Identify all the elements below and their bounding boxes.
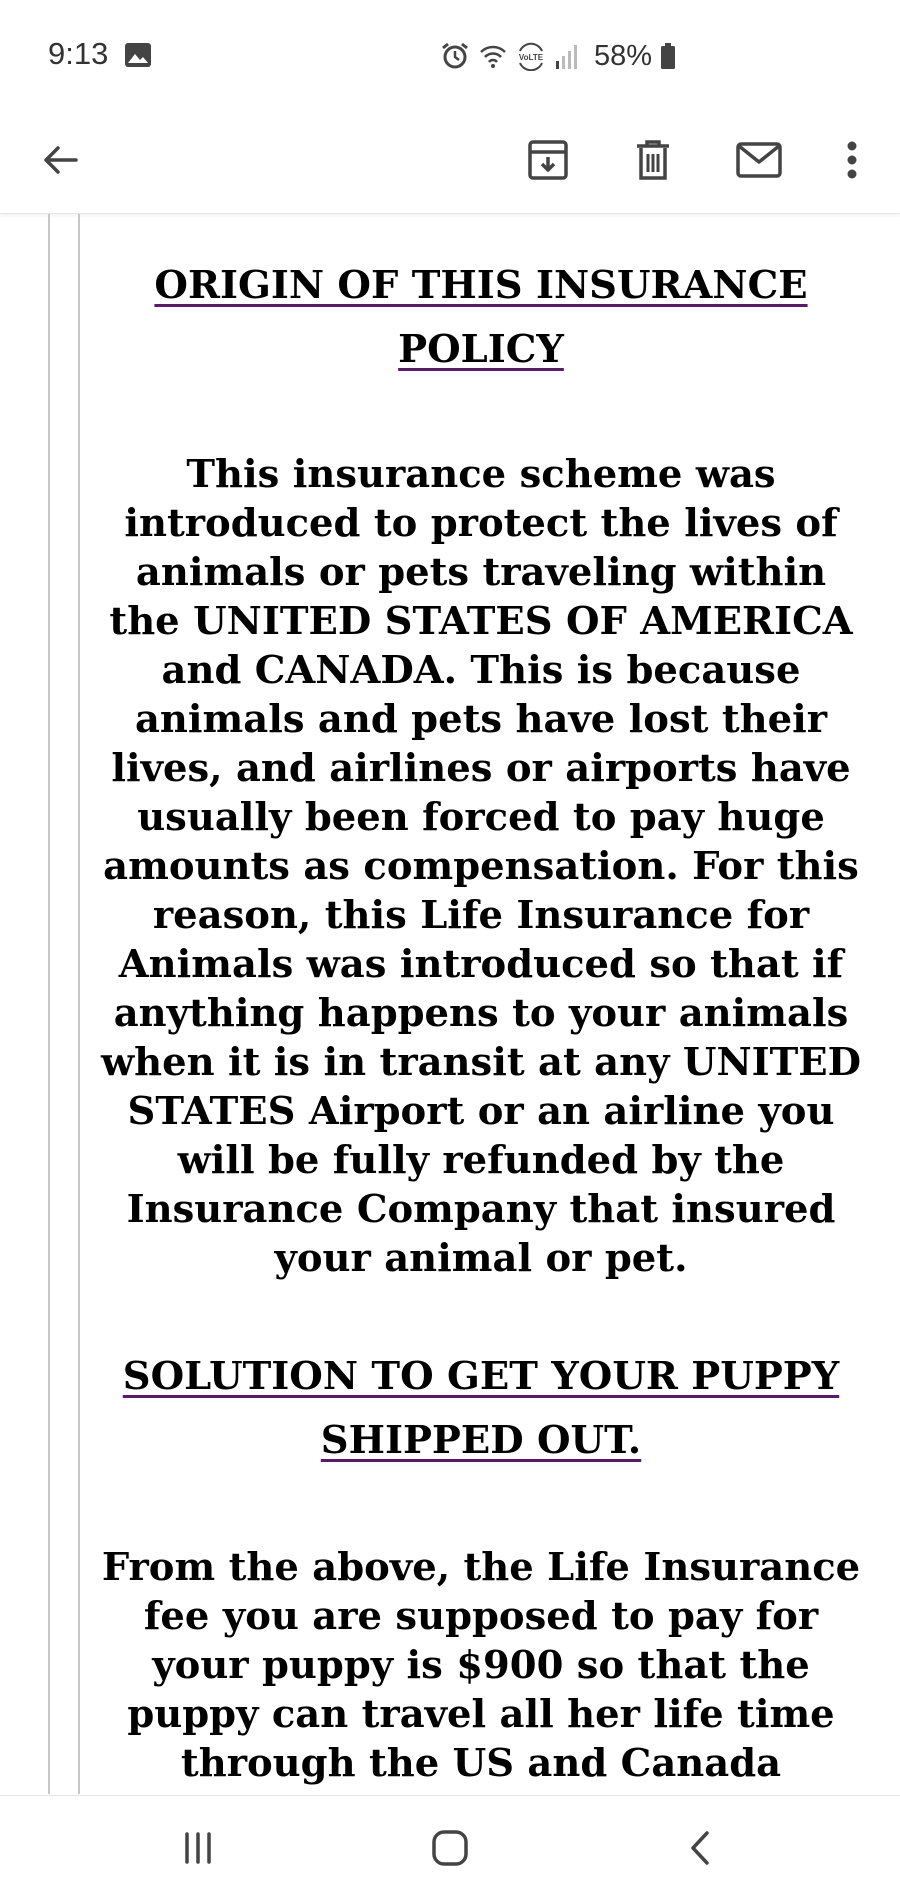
paragraph-origin: This insurance scheme was introduced to protect the lives of animals or pets traveling within the UNITED STATES OF AMERICA and CANADA. This is because animals and pets have lost their lives, and airlines or airports have usually been forced to pay huge amounts as compensation. For this reason, this Life Insurance for Animals was introduced so that if anything happens to your animals when it is in transit at any UNITED STATES Airport or an airline you will be fully refunded by the Insurance Company that insured your animal or pet. [100,452,862,1281]
battery-percent: 58% [594,39,653,72]
navigation-bar [0,1795,900,1901]
toolbar [0,110,900,214]
email-content [96,254,866,1788]
home-button[interactable] [420,1818,480,1878]
more-options-button[interactable] [820,128,884,192]
recent-apps-button[interactable] [168,1818,228,1878]
more-vert-icon [846,140,858,180]
system-back-button[interactable] [670,1818,730,1878]
archive-button[interactable] [516,128,580,192]
svg-text:VoLTE: VoLTE [518,53,544,62]
recent-apps-icon [180,1832,216,1864]
wifi-icon [478,41,508,71]
delete-icon [633,138,673,182]
status-time: 9:13 [48,36,109,71]
status-bar [0,0,900,110]
back-icon [685,1829,715,1867]
delete-button[interactable] [621,128,685,192]
paragraph-solution: From the above, the Life Insurance fee you are supposed to pay for your puppy is $900 so that the puppy can travel all her life time through the US and Canada [101,1545,861,1786]
status-icons [440,38,676,74]
mark-unread-button[interactable] [727,128,791,192]
heading-origin: ORIGIN OF THIS INSURANCE POLICY [154,263,808,372]
home-icon [431,1829,469,1867]
volte-icon [516,41,546,71]
alarm-icon [440,41,470,71]
battery-icon [660,42,676,70]
heading-solution: SOLUTION TO GET YOUR PUPPY SHIPPED OUT. [122,1354,840,1463]
back-button[interactable] [28,128,92,192]
signal-icon [554,41,582,71]
archive-icon [526,138,570,182]
mark-unread-icon [735,141,783,179]
back-arrow-icon [40,140,80,180]
quote-bar [78,214,80,1794]
quote-bar [48,214,50,1794]
email-body [0,214,900,1794]
image-icon [124,42,152,68]
